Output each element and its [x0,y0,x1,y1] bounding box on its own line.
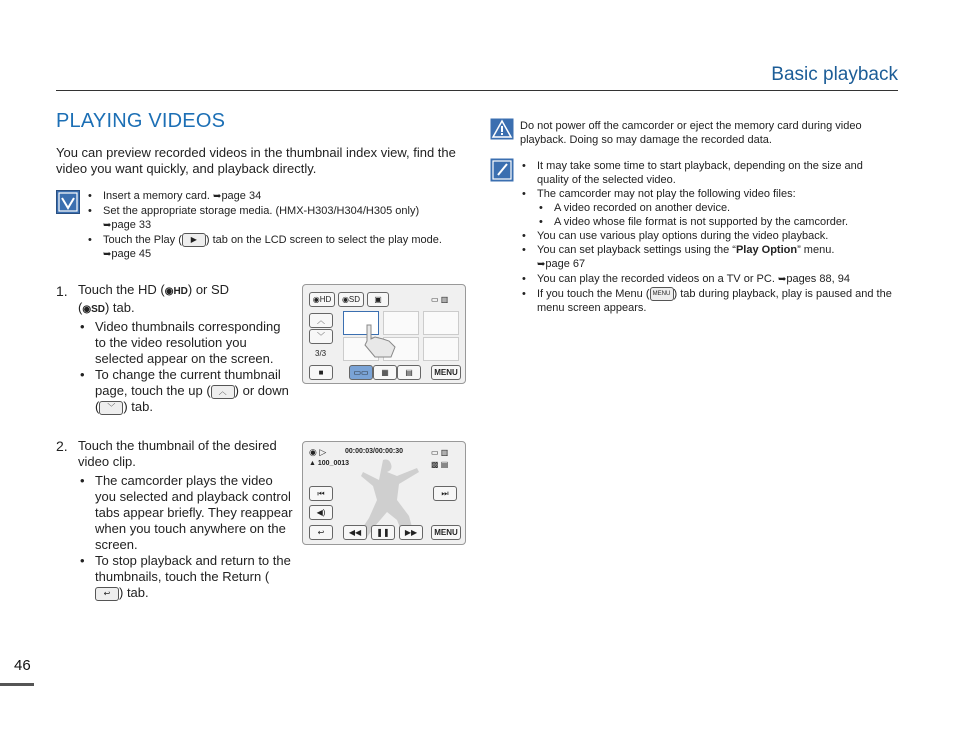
playback-screen [302,441,466,545]
return-button[interactable]: ↩ [309,525,333,540]
step2-text: Touch the thumbnail of the desired video clip. • The camcorder plays the video you selected and playback control tabs appear briefly. They reappear when you touch anywhere on the screen. • To stop playback and return to the thumbnails, touch the Return (↩ ) tab. [78,438,293,601]
page-up-button[interactable]: ︿ [309,313,333,328]
page-marker-bar [0,683,34,686]
prep-note [86,189,466,262]
list-item: • You can use various play options during the video playback. [520,229,895,243]
pause-button[interactable]: ❚❚ [371,525,395,540]
playback-time: 00:00:03/00:00:30 [345,448,403,455]
play-tab-icon: ▶ [182,233,206,247]
list-item: • Set the appropriate storage media. (HMX-H303/H304/H305 only) ➥page 33 [86,204,466,233]
view-grid-button[interactable]: ▭▭ [349,365,373,380]
list-item: • Video thumbnails corresponding to the video resolution you selected appear on the screen. [78,319,293,367]
list-item: • It may take some time to start playback, depending on the size and quality of the selected video. [520,159,895,187]
list-item: • If you touch the Menu ( MENU ) tab during playback, play is paused and the menu screen appears. [520,287,895,315]
list-item: • Touch the Play ( ▶ ) tab on the LCD screen to select the play mode. ➥page 45 [86,233,466,262]
fast-forward-button[interactable]: ▶▶ [399,525,423,540]
step1-text: Touch the HD (◉HD) or SD (◉SD) tab. • Video thumbnails corresponding to the video resolution you selected appear on the screen. • To change the current thumbnail page, touch the up ( ︿ ) or down ( ﹀ ) tab. [78,282,293,415]
thumbnail-grid [343,311,461,361]
list-item: • Insert a memory card. ➥page 34 [86,189,466,204]
list-item: • A video whose file format is not supported by the camcorder. [537,215,895,229]
step-number: 2. [56,438,68,454]
intro-paragraph: You can preview recorded videos in the thumbnail index view, find the video you want quickly, and playback directly. [56,145,456,176]
sd-icon: ◉SD [82,304,105,315]
ref-arrow-icon: ➥ [103,249,112,261]
return-tab-icon: ↩ [95,587,119,601]
camera-mode-button[interactable]: ■ [309,365,333,380]
view-list-button[interactable]: ▦ [373,365,397,380]
tab-hd[interactable]: ◉HD [309,292,335,307]
notes-list [520,159,895,315]
ref-arrow-icon: ➥ [537,259,546,270]
menu-button[interactable]: MENU [431,525,461,540]
hand-pointer-icon [361,323,401,361]
warning-text: Do not power off the camcorder or eject the memory card during video playback. Doing so may damage the recorded data. [520,120,862,146]
list-item: • To change the current thumbnail page, touch the up ( ︿ ) or down ( ﹀ ) tab. [78,367,293,415]
pen-note-icon [490,158,514,187]
page-down-button[interactable]: ﹀ [309,329,333,344]
ref-arrow-icon: ➥ [103,220,112,231]
chapter-title: Basic playback [771,64,898,85]
menu-tab-icon: MENU [650,287,674,301]
list-item: • The camcorder plays the video you selected and playback control tabs appear briefly. They reappear when you touch anywhere on the screen. [78,473,293,553]
file-number: ▲ 100_0013 [309,460,350,467]
ref-arrow-icon: ➥ [213,191,222,202]
menu-button[interactable]: MENU [431,365,461,380]
list-item: • You can set playback settings using the “Play Option” menu. ➥page 67 [520,243,895,272]
list-item: • You can play the recorded videos on a TV or PC. ➥pages 88, 94 [520,272,895,287]
down-tab-icon: ﹀ [99,401,123,415]
battery-icon: ▭ ▥ [431,295,449,304]
page-number: 46 [14,657,31,674]
list-item: • A video recorded on another device. [537,201,895,215]
volume-button[interactable]: ◀) [309,505,333,520]
battery-icon: ▭ ▥ [431,448,449,457]
thumbnail[interactable] [423,311,459,335]
header-rule [56,90,898,91]
page-indicator: 3/3 [315,349,327,358]
list-item: • The camcorder may not play the following video files: • A video recorded on another device. • A video whose file format is not supported by the camcorder. [520,187,895,229]
warning-icon [490,118,514,145]
step-number: 1. [56,283,68,299]
rewind-button[interactable]: ◀◀ [343,525,367,540]
checklist-icon [56,190,80,219]
section-title: PLAYING VIDEOS [56,110,226,132]
hd-icon: ◉HD [164,286,188,297]
play-status-icon: ◉ ▷ [309,447,327,457]
skip-forward-button[interactable]: ⏭ [433,486,457,501]
thumbnail-screen [302,284,466,384]
skip-back-button[interactable]: ⏮ [309,486,333,501]
thumbnail[interactable] [423,337,459,361]
calendar-view-button[interactable]: ▤ [397,365,421,380]
list-item: • To stop playback and return to the thumbnails, touch the Return (↩ ) tab. [78,553,293,601]
tab-sd[interactable]: ◉SD [338,292,364,307]
up-tab-icon: ︿ [211,385,235,399]
quality-icon: ▩ ▤ [431,460,449,469]
ref-arrow-icon: ➥ [777,274,787,285]
photo-tab[interactable]: ▣ [367,292,389,307]
